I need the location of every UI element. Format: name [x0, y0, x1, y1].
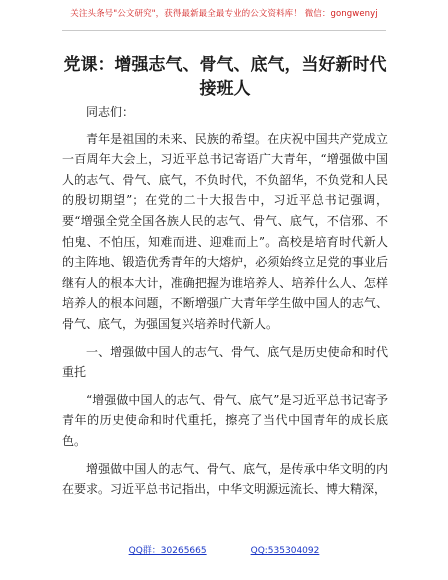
header-divider: [62, 30, 386, 31]
section-heading-1: 一、增强做中国人的志气、骨气、底气是历史使命和时代重托: [62, 344, 388, 380]
paragraph-1: 青年是祖国的未来、民族的希望。在庆祝中国共产党成立一百周年大会上，习近平总书记寄语广大青年，“增强做中国人的志气、骨气、底气，不负时代，不负韶华，不负党和人民的殷切期望”；在党的二十大报告中，习近平总书记强调，要“增强全党全国各族人民的志气、骨气、底气，不信邪、不怕鬼、不怕压，知难而进、迎难而上”。高校是培育时代新人的主阵地、锻造优秀青年的大熔炉，必须始终立足党的事业后继有人的根本大计，准确把握为谁培养人、培养什么人、怎样培养人的根本问题，不断增强广大青年学生做中国人的志气、骨气、底气，为强国复兴培养时代新人。: [62, 131, 388, 331]
document-body: [62, 102, 388, 507]
document-title: 党课：增强志气、骨气、底气，当好新时代接班人: [63, 55, 387, 99]
greeting: 同志们：: [86, 105, 135, 119]
paragraph-3: 增强做中国人的志气、骨气、底气，是传承中华文明的内在要求。习近平总书记指出，中华文明源远流长、博大精深，: [62, 461, 388, 497]
footer-contact: [0, 543, 448, 556]
footer-qq[interactable]: QQ:535304092: [250, 546, 320, 556]
header-note: 关注头条号"公文研究"，获得最新最全最专业的公文资料库！ 微信：gongwenyj: [70, 9, 378, 19]
paragraph-2: “增强做中国人的志气、骨气、底气”是习近平总书记寄予青年的历史使命和时代重托，擦亮了当代中国青年的成长底色。: [62, 392, 388, 448]
footer-qq-group[interactable]: QQ群：30265665: [128, 546, 207, 556]
